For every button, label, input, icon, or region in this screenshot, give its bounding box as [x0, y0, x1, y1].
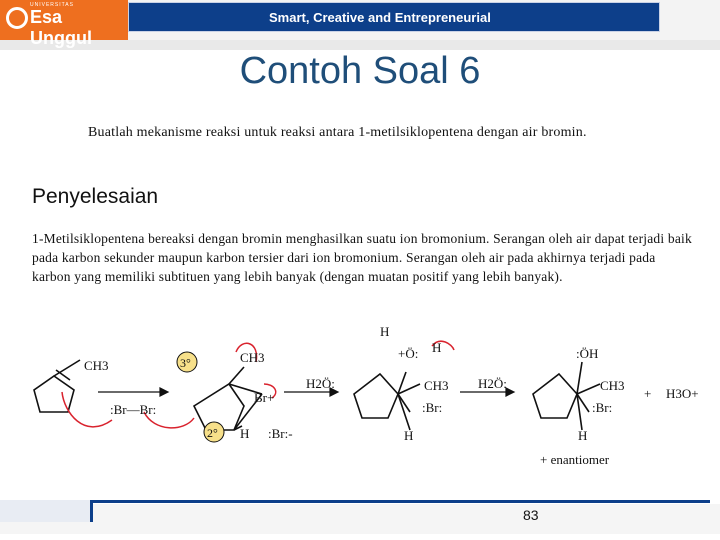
cyclopentene-ring [34, 376, 74, 412]
oxonium-label: +Ö: [398, 346, 419, 361]
methyl-label-b: CH3 [240, 350, 265, 365]
solution-text: 1-Metilsiklopentena bereaksi dengan bromin menghasilkan suatu ion bromonium. Serangan oleh air dapat terjadi baik pada karbon sekunder maupun karbon tersier dari ion bromonium. Serangan oleh air pada akhirnya terjadi pada karbon yang memiliki subtituen yang lebih banyak (dengan muatan positif yang lebih banyak). [32, 231, 692, 284]
enantiomer-label: + enantiomer [540, 452, 610, 467]
solution-heading: Penyelesaian [32, 185, 159, 208]
hydrogen-top-label: H [380, 324, 390, 339]
logo-name: Esa Unggul [30, 7, 92, 48]
water-label-b: H2Ö: [478, 376, 507, 391]
bromine-molecule-label: :Br—Br: [110, 402, 157, 417]
secondary-label: 2° [207, 426, 218, 440]
bromine-label-c: :Br: [422, 400, 443, 415]
plus-sign: + [644, 386, 652, 401]
hydrogen-label-a: H [240, 426, 250, 441]
hydroxyl-label: :ÖH [576, 346, 599, 361]
hydrogen-side-label: H [432, 340, 442, 355]
bromohydrin-ring [533, 374, 577, 418]
hydrogen-label-d: H [578, 428, 588, 443]
oxonium-ring [354, 374, 398, 418]
bromonium-label: Br+ [254, 390, 275, 405]
university-logo [0, 0, 128, 48]
footer-tab-left [0, 500, 90, 522]
methyl-label-a: CH3 [84, 358, 109, 373]
methyl-bond [54, 360, 80, 376]
footer-tab-right [90, 500, 710, 522]
tertiary-label: 3° [180, 356, 191, 370]
hydronium-label: H3O+ [666, 386, 699, 401]
bromine-label-d: :Br: [592, 400, 613, 415]
water-label-a: H2Ö: [306, 376, 335, 391]
methyl-label-d: CH3 [600, 378, 625, 393]
slogan-bar [128, 2, 660, 32]
slide-title: Contoh Soal 6 [239, 50, 481, 92]
slogan: Smart, Creative and Entrepreneurial [269, 10, 491, 25]
page-number: 83 [523, 507, 539, 523]
logo-subtitle: UNIVERSITAS [30, 2, 74, 8]
hydrogen-label-c: H [404, 428, 414, 443]
methyl-label-c: CH3 [424, 378, 449, 393]
logo-emblem-icon [6, 7, 28, 29]
bromide-label: :Br:- [268, 426, 293, 441]
header [0, 0, 720, 50]
question-text: Buatlah mekanisme reaksi untuk reaksi antara 1-metilsiklopentena dengan air bromin. [88, 125, 587, 140]
reaction-mechanism-diagram [24, 322, 700, 470]
